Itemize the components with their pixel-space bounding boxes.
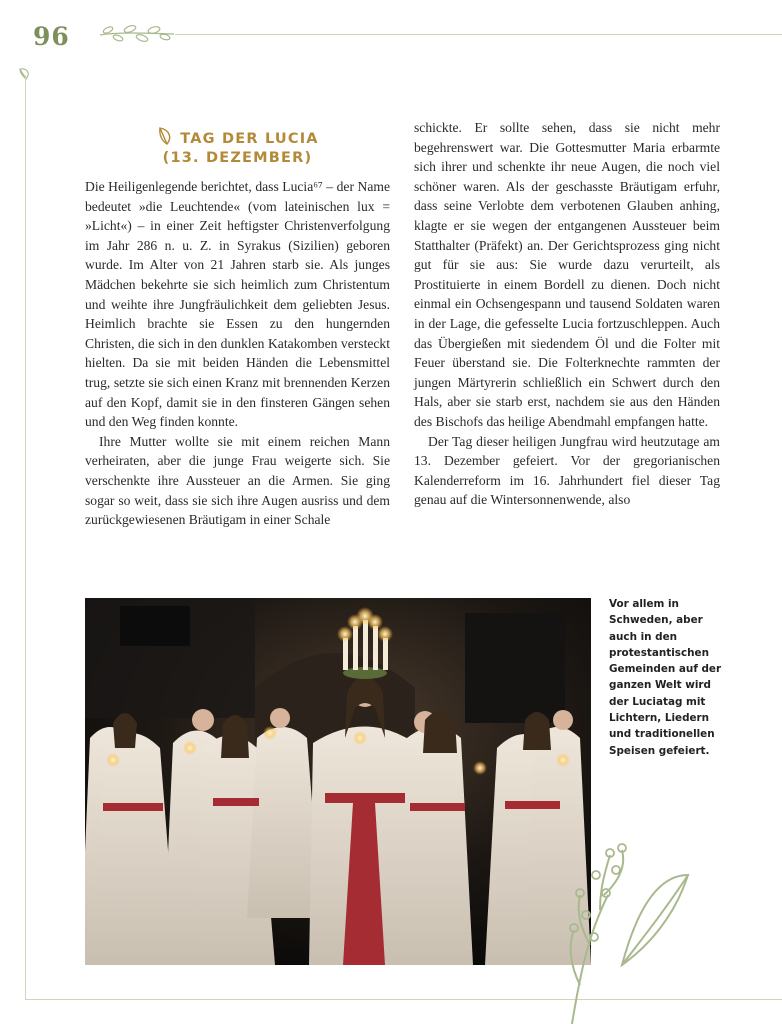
leaf-icon [156,126,174,146]
plant-sprig-icon [560,835,710,1024]
photo-caption: Vor allem in Schweden, aber auch in den protestantischen Gemeinden auf der ganzen Welt wird der Luciatag mit Lichtern, Liedern und traditionellen Speisen gefeiert. [609,598,722,757]
text-column-2 [414,118,720,510]
section-heading [85,126,390,168]
page-number: 96 [33,22,70,51]
heading-line-1: TAG DER LUCIA [180,131,319,147]
paragraph: schickte. Er sollte sehen, dass sie nicht mehr begehrenswert war. Die Gottesmutter Maria erbarmte sich ihrer und schenkte ihr neue Augen, die noch viel schöner waren. Als der geschasste Bräutigam erfuhr, dass seine Verlobte dem verbotenen Glauben anhing, klagte er sie wegen der entgangenen Aussteuer beim Statthalter (Präfekt) an. Der Gerichtsprozess ging nicht gut für sie aus: Sie wurde dazu verurteilt, als Prostituierte in einem Bordell zu dienen. Doch nicht einmal ein Ochsengespann und tausend Soldaten waren in der Lage, die gefesselte Lucia fortzuschleppen. Auch das Übergießen mit siedendem Öl und die Folter mit Feuer überstand sie. Die Folterknechte rammten der jungen Märtyrerin schließlich ein Schwert durch den Hals, aber sie starb erst, nachdem sie aus den Händen des Bischofs das heilige Abendmahl empfangen hatte. [414,120,720,429]
top-rule [175,34,782,35]
left-rule [25,75,26,1000]
text-column-1 [85,177,390,530]
paragraph: Ihre Mutter wollte sie mit einem reichen Mann verheiraten, aber die junge Frau weigerte sich. Sie verschenkte ihre Aussteuer an die Armen. Sie ging sogar so weit, dass sie sich ihre Augen ausriss und dem zurückgewiesenen Bräutigam in einer Schale [85,433,390,528]
heading-line-2: (13. DEZEMBER) [162,150,313,166]
photo-lucia-procession [85,598,591,965]
paragraph: Die Heiligenlegende berichtet, dass Lucia⁶⁷ – der Name bedeutet »die Leuchtende« (vom lateinischen lux = »Licht«) – in einer Zeit heftigster Christenverfolgung im Jahr 286 n. u. Z. in Syrakus (Sizilien) geboren wurde. Im Alter von 21 Jahren starb sie. Als junges Mädchen bekehrte sie sich heimlich zum Christentum und weihte ihre Jungfräulichkeit dem geliebten Jesus. Heimlich brachte sie Essen zu den hungernden Christen, die sich in den dunklen Katakomben versteckt hielten. Da sie mit beiden Händen die Lebensmittel trug, setzte sie sich einen Kranz mit brennenden Kerzen auf den Kopf, damit sie in den finsteren Gängen sehen und den Weg finden konnte. [85,179,390,430]
paragraph: Der Tag dieser heiligen Jungfrau wird heutzutage am 13. Dezember gefeiert. Vor der gregorianischen Kalenderreform im 16. Jahrhundert fiel dieser Tag genau auf die Wintersonnenwende, also [414,433,720,508]
sprig-ornament-icon [98,22,176,44]
